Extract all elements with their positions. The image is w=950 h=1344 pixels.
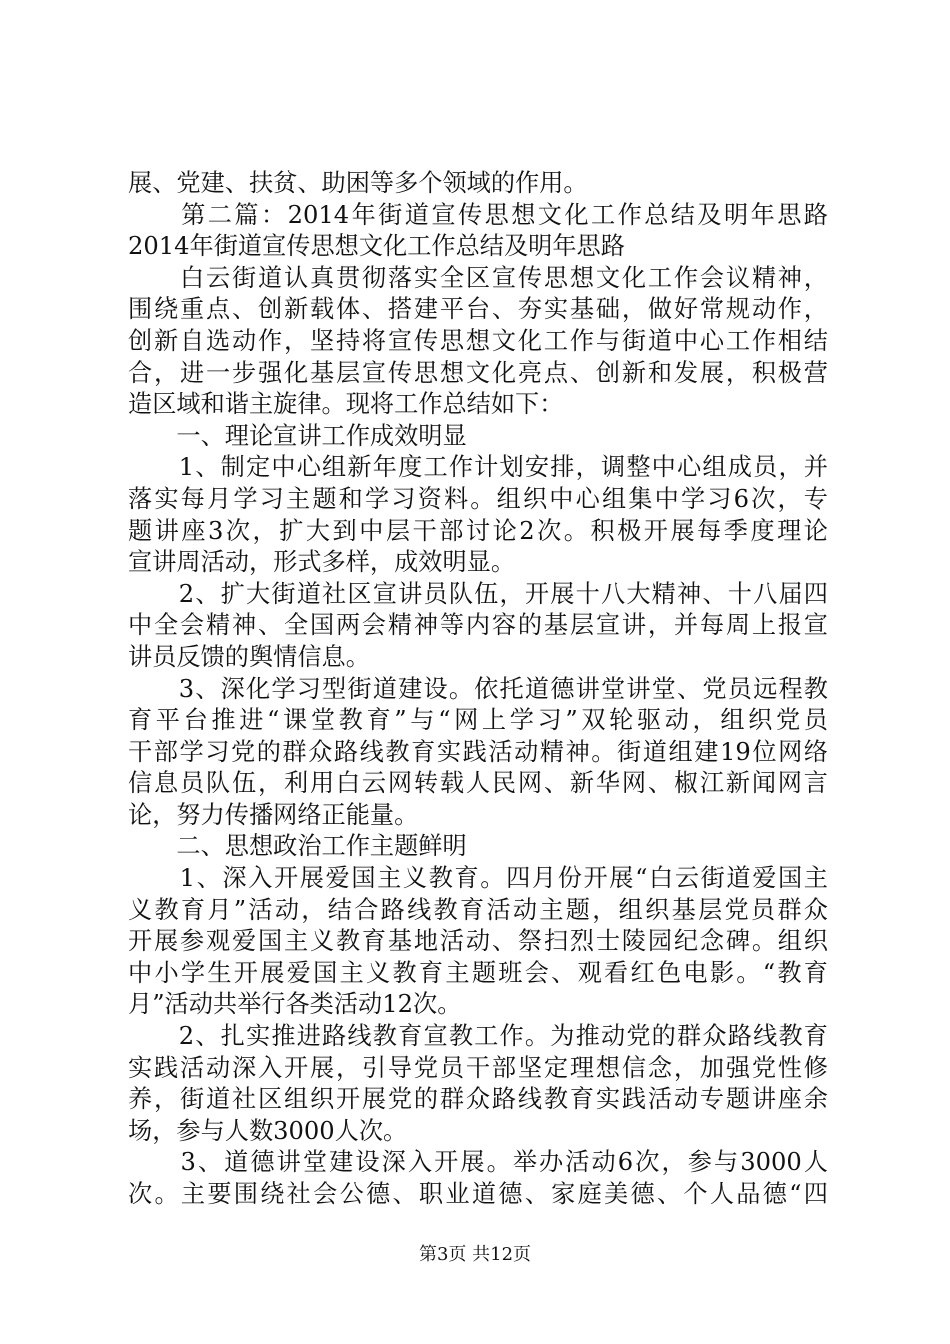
- text-line: 落实每月学习主题和学习资料。组织中心组集中学习6次，专: [128, 484, 828, 513]
- page-footer: 第3页 共12页: [418, 1244, 532, 1265]
- text-line: 义教育月”活动，结合路线教育活动主题，组织基层党员群众: [128, 895, 828, 924]
- text-line: 2014年街道宣传思想文化工作总结及明年思路: [128, 232, 625, 261]
- text-line: 开展参观爱国主义教育基地活动、祭扫烈士陵园纪念碑。组织: [128, 927, 828, 956]
- text-line: 合，进一步强化基层宣传思想文化亮点、创新和发展，积极营: [128, 358, 828, 387]
- text-line: 中小学生开展爱国主义教育主题班会、观看红色电影。“教育: [128, 958, 828, 987]
- text-line: 养，街道社区组织开展党的群众路线教育实践活动专题讲座余: [128, 1085, 828, 1114]
- text-line: 一、理论宣讲工作成效明显: [128, 421, 467, 450]
- text-line: 第二篇：2014年街道宣传思想文化工作总结及明年思路: [128, 200, 828, 229]
- text-line: 次。主要围绕社会公德、职业道德、家庭美德、个人品德“四: [128, 1180, 828, 1208]
- text-line: 宣讲周活动，形式多样，成效明显。: [128, 548, 516, 577]
- text-line: 育平台推进“课堂教育”与“网上学习”双轮驱动，组织党员: [128, 706, 828, 735]
- text-line: 二、思想政治工作主题鲜明: [128, 832, 467, 861]
- text-line: 造区域和谐主旋律。现将工作总结如下：: [128, 390, 564, 419]
- text-line: 场，参与人数3000人次。: [128, 1116, 408, 1145]
- text-line: 1、深入开展爱国主义教育。四月份开展“白云街道爱国主: [128, 864, 828, 893]
- text-line: 2、扎实推进路线教育宣教工作。为推动党的群众路线教育: [128, 1022, 828, 1051]
- document-body: [128, 168, 828, 1211]
- text-line: 论，努力传播网络正能量。: [128, 800, 419, 829]
- text-line: 3、深化学习型街道建设。依托道德讲堂讲堂、党员远程教: [128, 674, 828, 703]
- text-line: 题讲座3次，扩大到中层干部讨论2次。积极开展每季度理论: [128, 516, 828, 545]
- text-line: 干部学习党的群众路线教育实践活动精神。街道组建19位网络: [128, 737, 828, 766]
- text-line: 讲员反馈的舆情信息。: [128, 642, 370, 671]
- text-line: 2、扩大街道社区宣讲员队伍，开展十八大精神、十八届四: [128, 579, 828, 608]
- text-line: 1、制定中心组新年度工作计划安排，调整中心组成员，并: [128, 453, 828, 482]
- text-line: 3、道德讲堂建设深入开展。举办活动6次，参与3000人: [128, 1148, 828, 1177]
- text-line: 展、党建、扶贫、助困等多个领域的作用。: [128, 169, 588, 197]
- text-line: 月”活动共举行各类活动12次。: [128, 990, 462, 1019]
- text-line: 中全会精神、全国两会精神等内容的基层宣讲，并每周上报宣: [128, 611, 828, 640]
- text-line: 围绕重点、创新载体、搭建平台、夯实基础，做好常规动作，: [128, 295, 828, 324]
- text-line: 创新自选动作，坚持将宣传思想文化工作与街道中心工作相结: [128, 326, 828, 355]
- text-line: 信息员队伍，利用白云网转载人民网、新华网、椒江新闻网言: [128, 769, 828, 798]
- text-line: 实践活动深入开展，引导党员干部坚定理想信念，加强党性修: [128, 1053, 828, 1082]
- text-line: 白云街道认真贯彻落实全区宣传思想文化工作会议精神，: [128, 263, 828, 292]
